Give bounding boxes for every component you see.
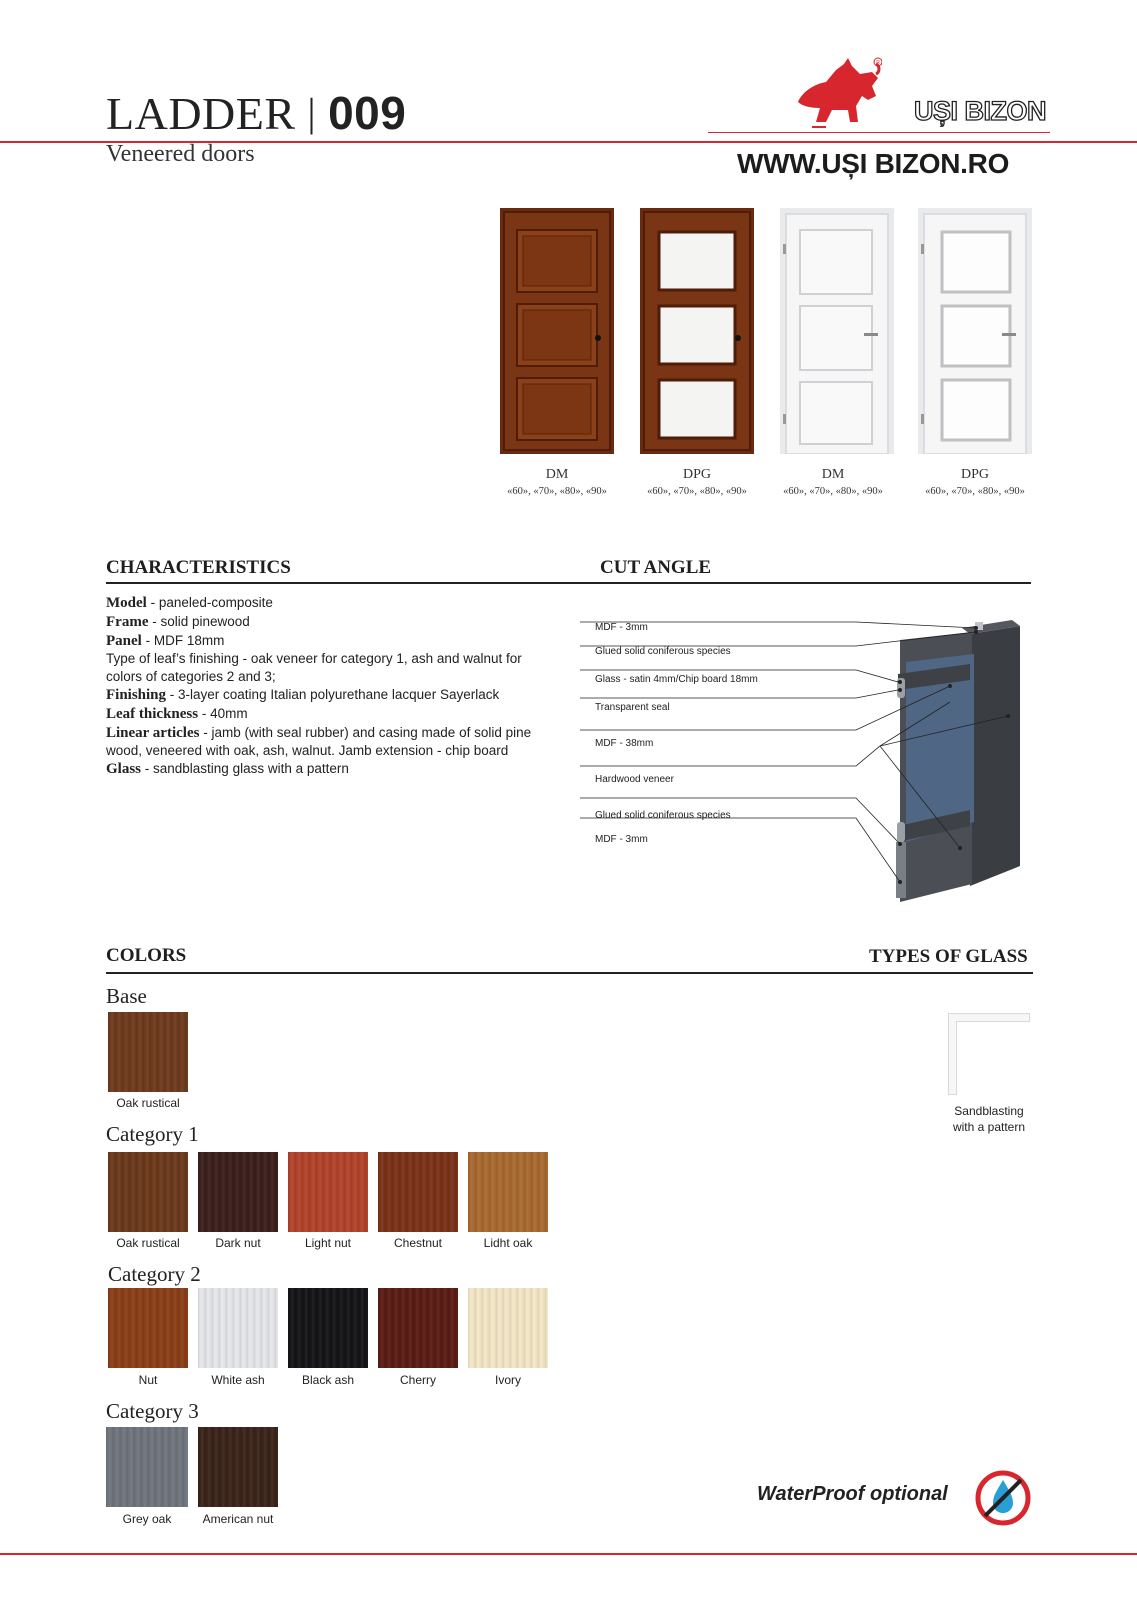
swatch-cat3-grey-oak	[106, 1427, 188, 1507]
char-glass	[106, 760, 556, 779]
characteristics-heading: CHARACTERISTICS	[106, 557, 291, 578]
swatch-label: Grey oak	[122, 1512, 172, 1526]
diagram-label-8: MDF - 3mm	[595, 834, 648, 845]
char-panel-key: Panel	[106, 632, 142, 649]
swatch-label: American nut	[202, 1512, 274, 1526]
swatch-cat1-light-nut	[288, 1152, 368, 1232]
base-heading: Base	[106, 984, 147, 1008]
swatch-cat2-cherry	[378, 1288, 458, 1368]
swatch-cat3-american-nut	[198, 1427, 278, 1507]
door-walnut-dm	[500, 208, 614, 454]
door-4-type: DPG	[960, 467, 989, 482]
swatch-label: Nut	[138, 1373, 158, 1387]
swatch-label: Ivory	[494, 1373, 521, 1387]
char-leaf-type: Type of leaf’s finishing - oak veneer for category 1, ash and walnut for colors of categories 2 and 3;	[106, 651, 522, 685]
char-panel	[106, 632, 556, 651]
char-model	[106, 594, 556, 613]
category-3-heading: Category 3	[106, 1399, 199, 1423]
swatch-cat2-white-ash	[198, 1288, 278, 1368]
door-2-sizes: «60», «70», «80», «90»	[647, 486, 747, 497]
char-model-value: - paneled-composite	[146, 595, 273, 610]
swatch-label: Oak rustical	[116, 1236, 180, 1250]
door-3-type: DM	[821, 467, 845, 482]
swatch-cat2-nut	[108, 1288, 188, 1368]
brand-name: UȘI BIZON	[914, 96, 1047, 126]
char-frame	[106, 613, 556, 632]
door-4-sizes: «60», «70», «80», «90»	[925, 486, 1025, 497]
swatch-label: Chestnut	[393, 1236, 443, 1250]
door-white-dpg	[918, 208, 1032, 454]
char-thickness	[106, 705, 556, 724]
page-subtitle: Veneered doors	[106, 141, 255, 167]
diagram-label-7: Glued solid coniferous species	[595, 810, 731, 821]
swatch-label: Light nut	[304, 1236, 352, 1250]
char-glass-key: Glass	[106, 761, 142, 778]
glass-label	[928, 1103, 1050, 1135]
char-model-key: Model	[106, 595, 147, 611]
category-2-heading: Category 2	[108, 1262, 201, 1286]
diagram-label-4: Transparent seal	[595, 702, 670, 713]
category-1-heading: Category 1	[106, 1122, 199, 1146]
title-main: LADDER	[106, 88, 296, 139]
swatch-cat1-oak-rustical	[108, 1152, 188, 1232]
swatch-base-oak-rustical	[108, 1012, 188, 1092]
diagram-label-2: Glued solid coniferous species	[595, 646, 731, 657]
no-water-icon	[973, 1468, 1033, 1528]
glass-label-line-2: with a pattern	[952, 1120, 1026, 1134]
door-1-type: DM	[545, 467, 569, 482]
diagram-label-3: Glass - satin 4mm/Chip board 18mm	[595, 674, 758, 685]
swatch-label: Dark nut	[215, 1236, 261, 1250]
colors-heading: COLORS	[106, 945, 187, 966]
swatch-label: Oak rustical	[116, 1096, 180, 1110]
char-finishing-key: Finishing	[106, 686, 167, 703]
char-linear-value: - jamb (with seal rubber) and casing made of solid pine wood, veneered with oak, ash, walnut. Jamb extension - chip board	[106, 724, 532, 759]
swatch-cat1-dark-nut	[198, 1152, 278, 1232]
header-thin-red-line	[708, 132, 1050, 133]
swatch-label: Lidht oak	[483, 1236, 533, 1250]
char-finishing	[106, 686, 556, 705]
char-thickness-value: - 40mm	[198, 705, 248, 721]
waterproof-text: WaterProof optional	[757, 1483, 948, 1505]
characteristics-rule	[106, 582, 1031, 584]
website-url: WWW.UȘI BIZON.RO	[737, 148, 1010, 179]
swatch-label: Black ash	[301, 1373, 355, 1387]
char-thickness-key: Leaf thickness	[106, 705, 199, 722]
bull-logo-icon	[792, 56, 882, 130]
char-panel-value: - MDF 18mm	[141, 632, 225, 648]
diagram-label-5: MDF - 38mm	[595, 738, 654, 749]
swatch-cat1-lidht-oak	[468, 1152, 548, 1232]
swatch-cat2-ivory	[468, 1288, 548, 1368]
char-linear-key: Linear articles	[106, 724, 200, 741]
char-glass-value: - sandblasting glass with a pattern	[141, 761, 349, 777]
colors-rule	[106, 972, 1033, 974]
cut-angle-heading: CUT ANGLE	[600, 557, 712, 578]
swatch-label: White ash	[211, 1373, 265, 1387]
char-finishing-value: - 3-layer coating Italian polyurethane lacquer Sayerlack	[166, 686, 500, 702]
door-3-sizes: «60», «70», «80», «90»	[783, 486, 883, 497]
swatch-cat2-black-ash	[288, 1288, 368, 1368]
glass-inner-frame	[956, 1021, 1030, 1095]
swatch-label: Cherry	[399, 1373, 436, 1387]
footer-red-line	[0, 1553, 1137, 1555]
characteristics-list	[106, 594, 556, 779]
svg-text:R: R	[876, 60, 880, 66]
char-frame-key: Frame	[106, 613, 149, 630]
glass-heading: TYPES OF GLASS	[869, 946, 1028, 967]
char-frame-value: - solid pinewood	[148, 613, 250, 629]
swatch-cat1-chestnut	[378, 1152, 458, 1232]
diagram-label-1: MDF - 3mm	[595, 622, 648, 633]
title-separator: |	[307, 90, 317, 135]
page-title	[106, 87, 407, 139]
door-white-dm	[780, 208, 894, 454]
title-number: 009	[328, 87, 407, 139]
door-walnut-dpg	[640, 208, 754, 454]
door-1-sizes: «60», «70», «80», «90»	[507, 486, 607, 497]
diagram-label-6: Hardwood veneer	[595, 774, 674, 785]
glass-label-line-1: Sandblasting	[954, 1104, 1024, 1118]
glass-sandblasting-swatch	[948, 1013, 1030, 1095]
door-2-type: DPG	[682, 467, 711, 482]
char-linear	[106, 724, 556, 761]
